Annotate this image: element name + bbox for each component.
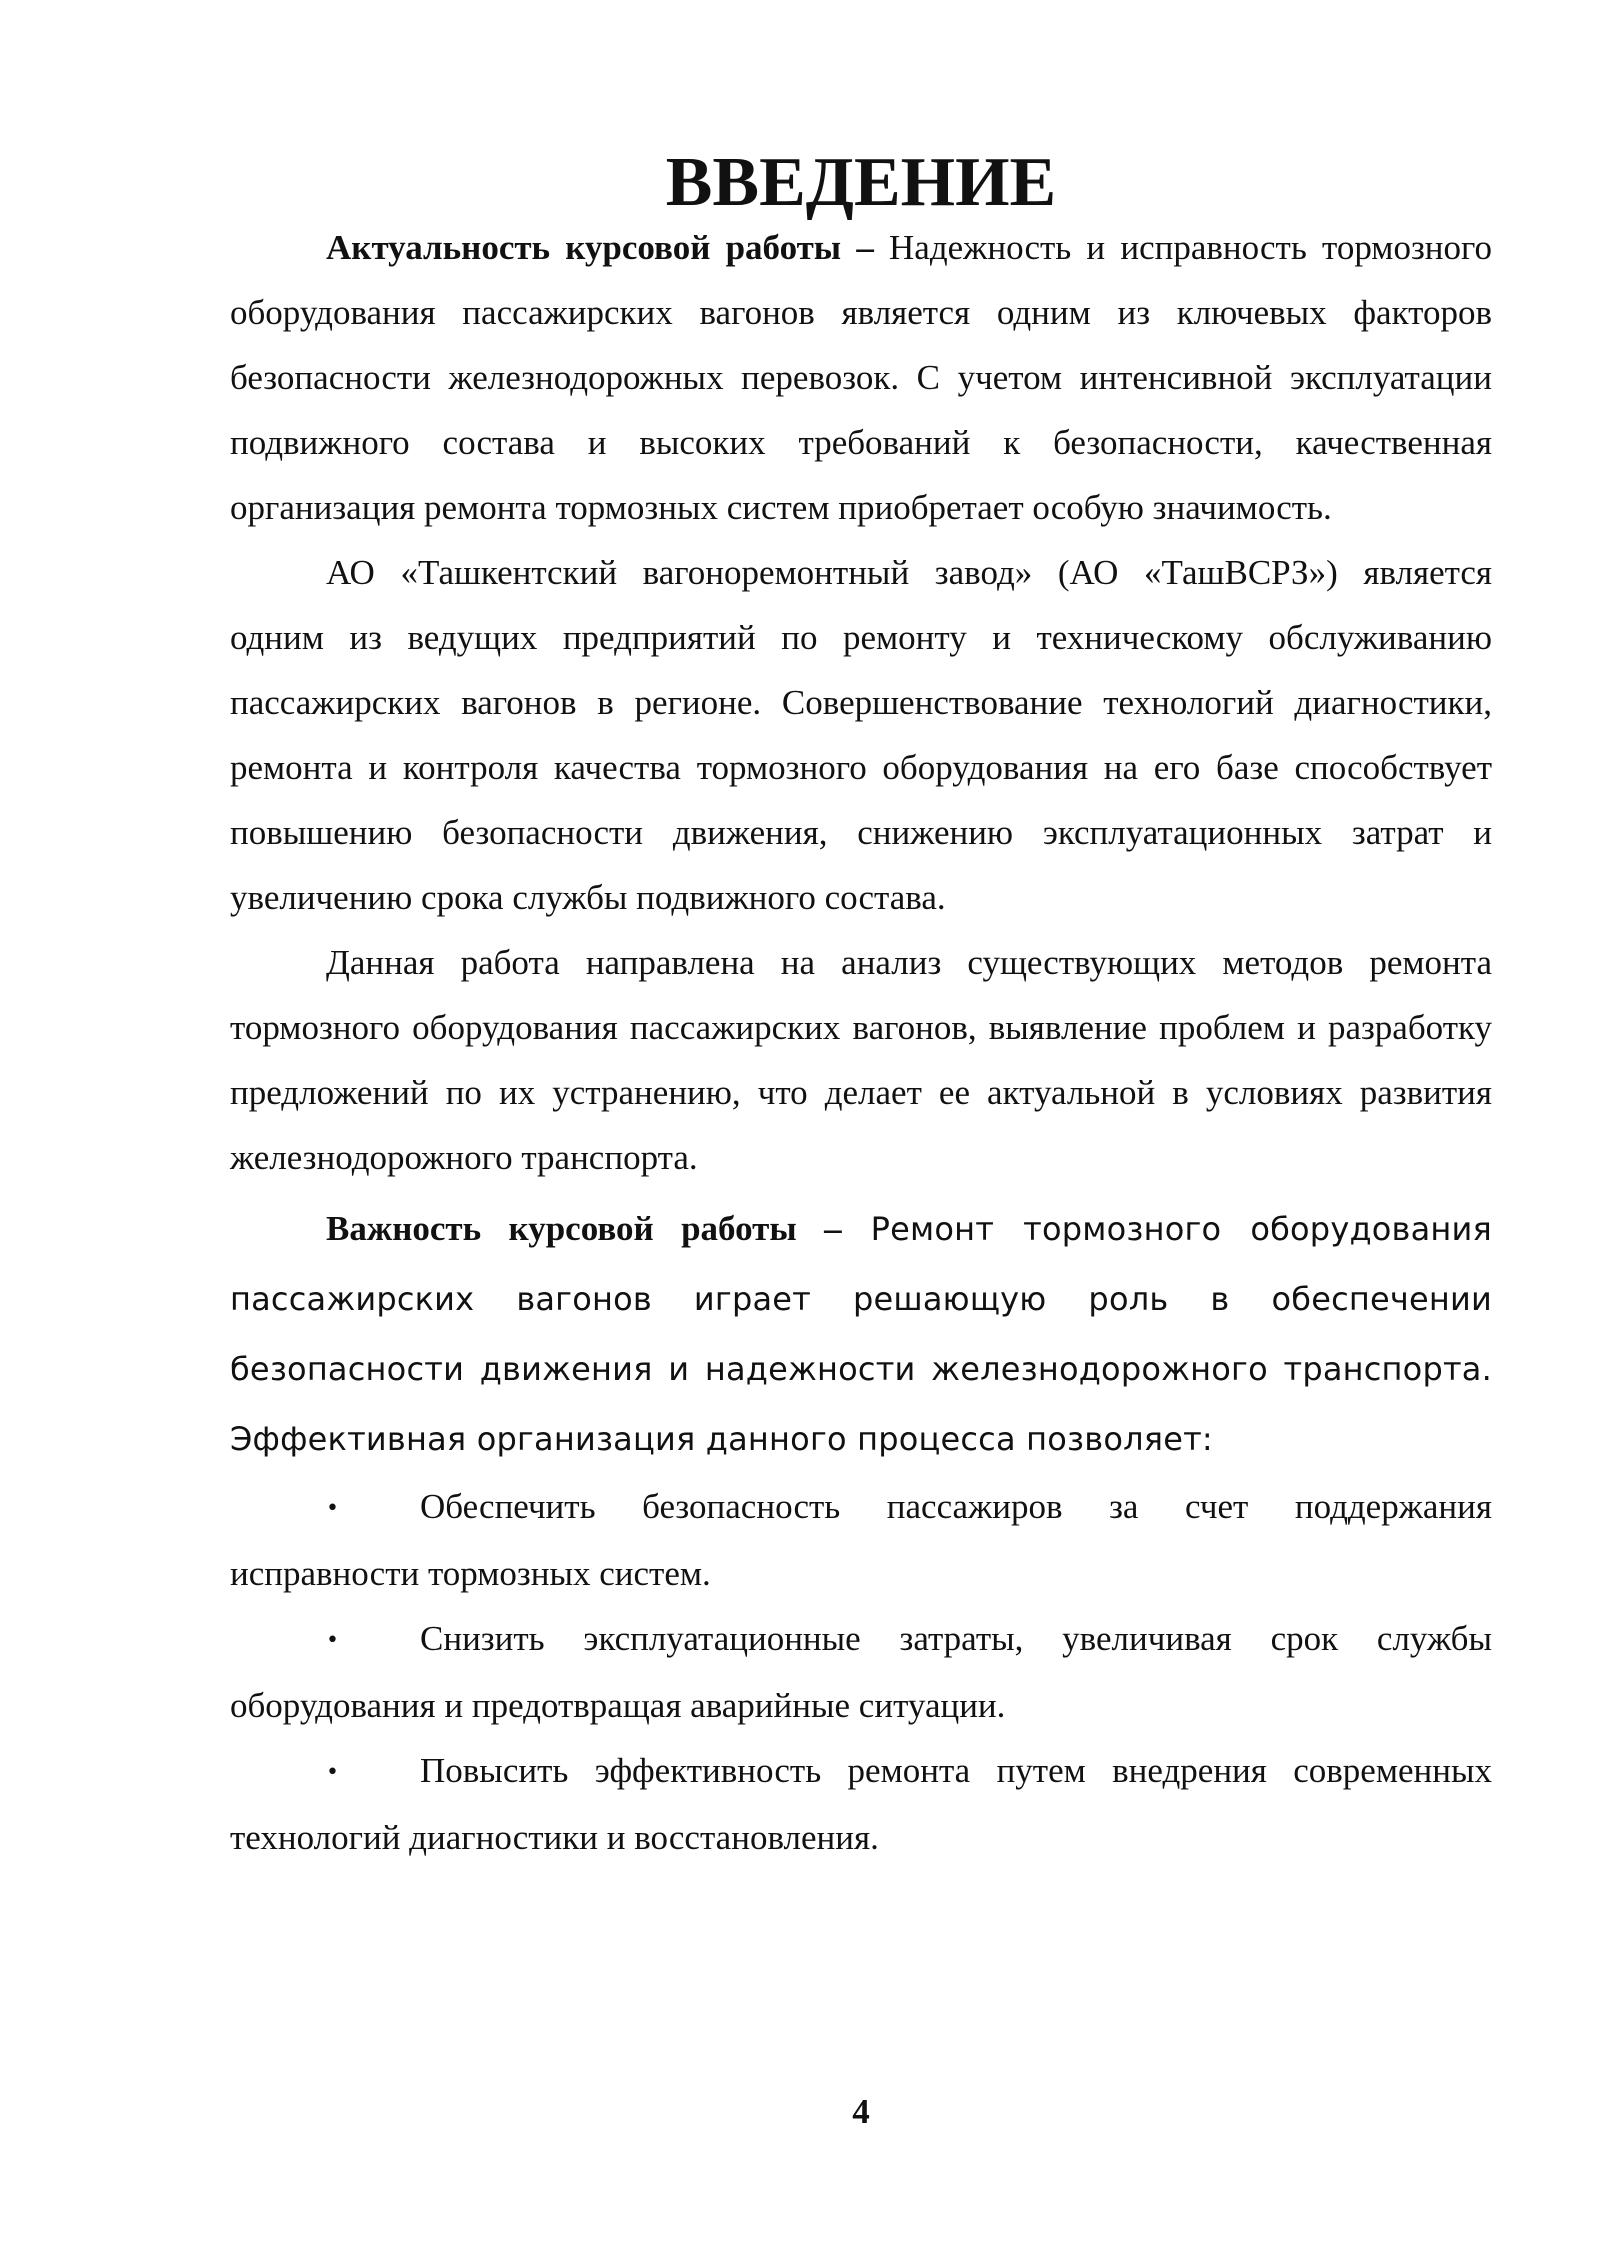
bullet-list [230, 1474, 1492, 1870]
paragraph-relevance [230, 215, 1492, 540]
paragraph-text-relevance: Надежность и исправность тормозного оборудования пассажирских вагонов является одним из ключевых факторов безопасности железнодорожных перевозок. С учетом интенсивной эксплуатации подвижного состава и высоких требований к безопасности, качественная организация ремонта тормозных систем приобретает особую значимость. [230, 228, 1492, 527]
bullet-icon: • [326, 1496, 339, 1521]
bullet-icon: • [326, 1628, 339, 1653]
list-item [230, 1474, 1492, 1606]
list-item [230, 1738, 1492, 1870]
paragraph-text-importance: Ремонт тормозного оборудования пассажирских вагонов играет решающую роль в обеспечении безопасности движения и надежности железнодорожного транспорта. Эффективная организация данного процесса позволяет: [230, 1210, 1492, 1458]
page-number: 4 [852, 2092, 870, 2131]
list-item-text: Снизить эксплуатационные затраты, увеличивая срок службы оборудования и предотвращая аварийные ситуации. [230, 1619, 1492, 1725]
bullet-icon: • [326, 1760, 339, 1785]
list-item [230, 1606, 1492, 1738]
list-item-text: Повысить эффективность ремонта путем внедрения современных технологий диагностики и восстановления. [230, 1751, 1492, 1857]
list-item-text: Обеспечить безопасность пассажиров за счет поддержания исправности тормозных систем. [230, 1487, 1492, 1593]
page-content [230, 144, 1492, 1870]
paragraph-importance [230, 1194, 1492, 1474]
paragraph-lead-importance: Важность курсовой работы – [326, 1209, 842, 1248]
paragraph-company: АО «Ташкентский вагоноремонтный завод» (АО «ТашВСРЗ») является одним из ведущих предприятий по ремонту и техническому обслуживанию пассажирских вагонов в регионе. Совершенствование технологий диагностики, ремонта и контроля качества тормозного оборудования на его базе способствует повышению безопасности движения, снижению эксплуатационных затрат и увеличению срока службы подвижного состава. [230, 553, 1492, 917]
page-title: ВВЕДЕНИЕ [665, 144, 1057, 221]
paragraph-aim: Данная работа направлена на анализ существующих методов ремонта тормозного оборудования пассажирских вагонов, выявление проблем и разработку предложений по их устранению, что делает ее актуальной в условиях развития железнодорожного транспорта. [230, 943, 1492, 1177]
paragraph-lead-relevance: Актуальность курсовой работы – [326, 228, 874, 267]
